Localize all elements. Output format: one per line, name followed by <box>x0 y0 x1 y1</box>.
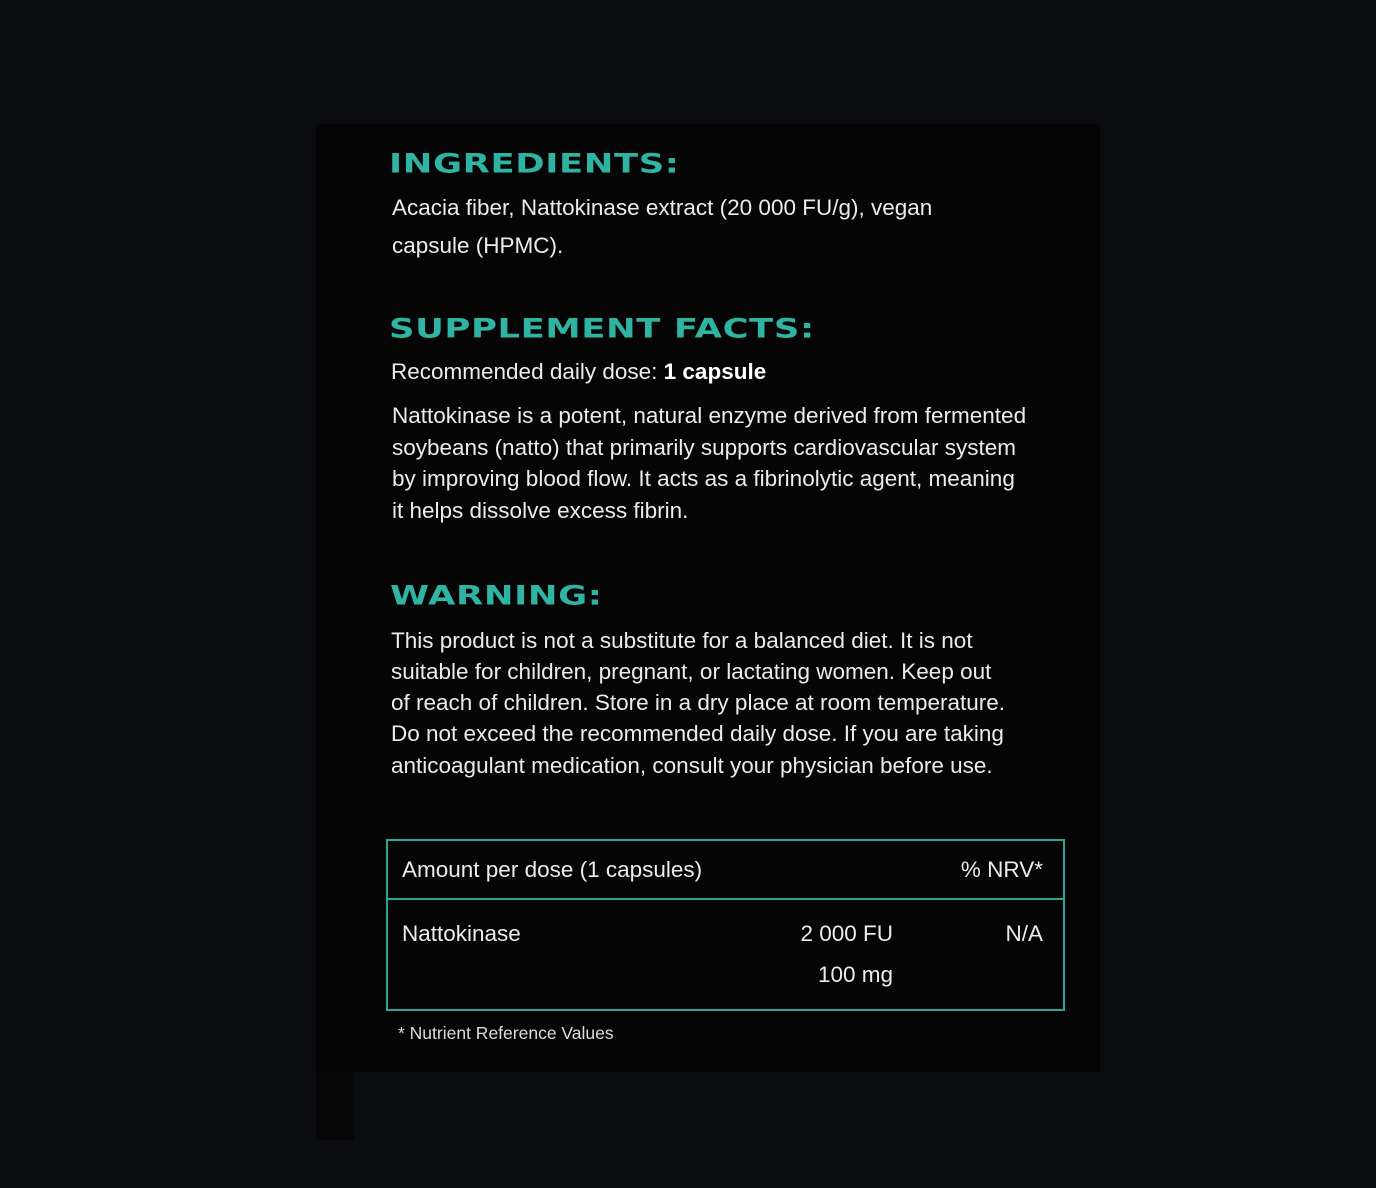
nutrient-amount-mg: 100 mg <box>817 962 893 987</box>
table-header-nrv: % NRV* <box>960 857 1043 882</box>
recommended-dose <box>391 356 766 388</box>
dose-value: 1 capsule <box>663 359 767 384</box>
supplement-facts-heading: SUPPLEMENT FACTS: <box>389 313 815 345</box>
ingredients-text-line-1: Acacia fiber, Nattokinase extract (20 000 FU/g), vegan <box>392 195 933 220</box>
table-header-row <box>388 841 1063 900</box>
warning-heading: WARNING: <box>390 580 603 612</box>
warning-line: anticoagulant medication, consult your physician before use. <box>391 753 993 778</box>
ingredients-text-line-2: capsule (HPMC). <box>392 233 564 258</box>
warning-line: This product is not a substitute for a balanced diet. It is not <box>391 628 973 653</box>
panel-shadow <box>316 1072 354 1140</box>
nutrient-amount-fu: 2 000 FU <box>800 921 893 946</box>
ingredients-heading: INGREDIENTS: <box>389 148 680 180</box>
description-line: by improving blood flow. It acts as a fibrinolytic agent, meaning <box>392 466 1015 491</box>
description-line: Nattokinase is a potent, natural enzyme derived from fermented <box>392 403 1027 428</box>
footnote-nrv: * Nutrient Reference Values <box>398 1023 614 1043</box>
warning-line: of reach of children. Store in a dry place at room temperature. <box>391 690 1006 715</box>
nutrition-table <box>386 839 1065 1011</box>
nutrient-nrv: N/A <box>1005 921 1043 946</box>
dose-label: Recommended daily dose: <box>391 359 664 384</box>
warning-line: Do not exceed the recommended daily dose. If you are taking <box>391 721 1004 746</box>
description-line: soybeans (natto) that primarily supports cardiovascular system <box>392 435 1017 460</box>
description-line: it helps dissolve excess fibrin. <box>392 498 689 523</box>
warning-line: suitable for children, pregnant, or lactating women. Keep out <box>391 659 992 684</box>
nutrient-name: Nattokinase <box>402 921 521 946</box>
table-header-amount: Amount per dose (1 capsules) <box>402 857 703 882</box>
